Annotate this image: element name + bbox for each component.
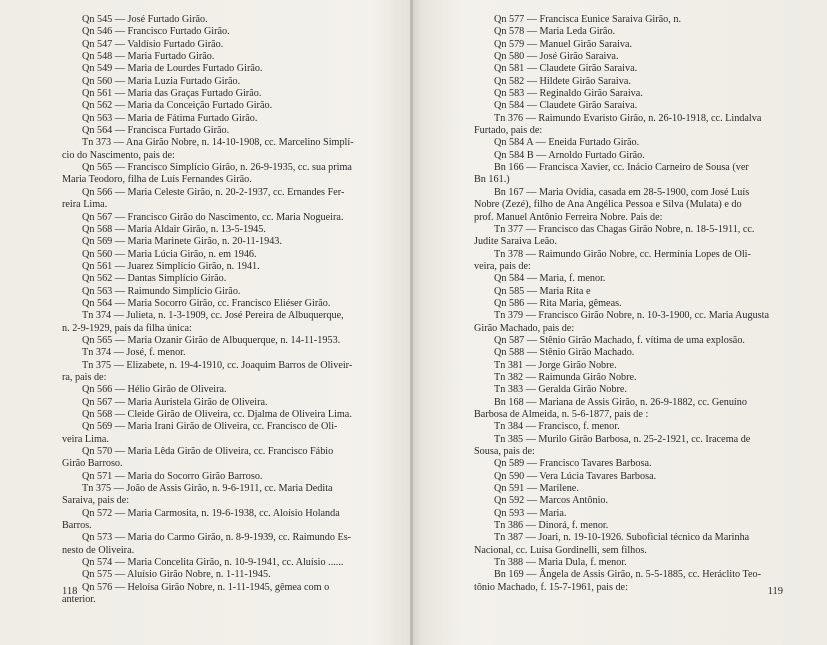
text-line: Qn 562 — Maria da Conceição Furtado Girão. bbox=[82, 100, 273, 112]
text-line: Qn 561 — Maria das Graças Furtado Girão. bbox=[82, 88, 262, 100]
text-line: Judite Saraiva Leão. bbox=[474, 236, 557, 248]
text-line: Tn 384 — Francisco, f. menor. bbox=[494, 421, 620, 433]
text-line: Tn 379 — Francisco Girão Nobre, n. 10-3-1900, cc. Maria Augusta bbox=[494, 310, 769, 322]
text-line: Qn 563 — Raimundo Simplício Girão. bbox=[82, 285, 241, 297]
text-line: tônio Machado, f. 15-7-1961, pais de: bbox=[474, 581, 628, 593]
text-line: Tn 374 — Julieta, n. 1-3-1909, cc. José Pereira de Albuquerque, bbox=[82, 310, 344, 322]
text-line: Qn 585 — Maria Rita e bbox=[494, 285, 591, 297]
text-line: Qn 586 — Rita Maria, gêmeas. bbox=[494, 297, 622, 309]
text-line: Tn 375 — João de Assis Girão, n. 9-6-1911, cc. Maria Dedita bbox=[82, 483, 333, 495]
text-line: Qn 584 — Claudete Girão Saraiva. bbox=[494, 100, 638, 112]
text-line: Qn 547 — Valdísio Furtado Girão. bbox=[82, 38, 224, 50]
text-line: Qn 589 — Francisco Tavares Barbosa. bbox=[494, 458, 652, 470]
text-line: Qn 591 — Marilene. bbox=[494, 483, 579, 495]
text-line: Qn 584 A — Eneida Furtado Girão. bbox=[494, 137, 640, 149]
text-line: Qn 588 — Stênio Girão Machado. bbox=[494, 347, 635, 359]
text-line: Qn 578 — Maria Leda Girão. bbox=[494, 26, 616, 38]
text-line: Qn 583 — Reginaldo Girão Saraiva. bbox=[494, 88, 643, 100]
text-line: Barbosa de Almeida, n. 5-6-1877, pais de : bbox=[474, 409, 649, 420]
text-line: Qn 548 — Maria Furtado Girão. bbox=[82, 51, 215, 63]
text-line: Tn 377 — Francisco das Chagas Girão Nobre, n. 18-5-1911, cc. bbox=[494, 223, 755, 235]
text-line: cio do Nascimento, pais de: bbox=[62, 149, 175, 161]
text-line: Qn 568 — Maria Aldair Girão, n. 13-5-1945. bbox=[82, 223, 266, 235]
text-line: Qn 570 — Maria Lêda Girão de Oliveira, cc. Francisco Fábio bbox=[82, 446, 334, 458]
text-line: Qn 573 — Maria do Carmo Girão, n. 8-9-1939, cc. Raimundo Es- bbox=[82, 532, 352, 544]
text-line: Sousa, pais de: bbox=[474, 446, 535, 458]
page-number-right: 119 bbox=[767, 586, 783, 597]
text-line: Tn 376 — Raimundo Evaristo Girão, n. 26-10-1918, cc. Lindalva bbox=[494, 112, 762, 124]
text-line: Bn 168 — Mariana de Assis Girão, n. 26-9-1882, cc. Genuíno bbox=[494, 396, 747, 408]
text-line: Qn 571 — Maria do Socorro Girão Barroso. bbox=[82, 470, 263, 482]
text-line: Bn 167 — Maria Ovídia, casada em 28-5-1900, com José Luís bbox=[494, 186, 750, 198]
text-line: Nobre (Zezé), filho de Ana Angélica Pessoa e Silva (Mulata) e do bbox=[474, 199, 742, 211]
text-line: anterior. bbox=[62, 594, 96, 606]
text-line: n. 2-9-1929, pais da filha única: bbox=[62, 322, 192, 334]
text-line: ra, pais de: bbox=[62, 371, 107, 383]
text-line: Qn 545 — José Furtado Girão. bbox=[82, 14, 208, 25]
text-line: Tn 385 — Murilo Girão Barbosa, n. 25-2-1921, cc. Iracema de bbox=[494, 433, 751, 445]
text-line: Qn 587 — Stênio Girão Machado, f. vítima de uma explosão. bbox=[494, 334, 745, 346]
text-line: Qn 569 — Maria Irani Girão de Oliveira, cc. Francisco de Oli- bbox=[82, 421, 338, 433]
text-line: Qn 592 — Marcos Antônio. bbox=[494, 495, 609, 507]
text-line: Tn 374 — José, f. menor. bbox=[82, 347, 186, 359]
text-line: Qn 568 — Cleide Girão de Oliveira, cc. Djalma de Oliveira Lima. bbox=[82, 409, 352, 420]
text-line: Qn 579 — Manuel Girão Saraiva. bbox=[494, 38, 633, 50]
text-line: Qn 577 — Francisca Eunice Saraiva Girão, n. bbox=[494, 14, 681, 25]
text-line: Tn 375 — Elizabete, n. 19-4-1910, cc. Joaquim Barros de Oliveir- bbox=[82, 359, 353, 371]
text-line: Qn 564 — Maria Socorro Girão, cc. Francisco Eliéser Girão. bbox=[82, 297, 331, 309]
right-page bbox=[414, 0, 827, 645]
text-line: Saraiva, pais de: bbox=[62, 495, 130, 507]
text-line: Qn 584 B — Arnoldo Furtado Girão. bbox=[494, 149, 645, 161]
left-page bbox=[0, 0, 413, 645]
text-line: Qn 566 — Hélio Girão de Oliveira. bbox=[82, 384, 227, 396]
text-line: veira, pais de: bbox=[474, 260, 531, 272]
text-line: Qn 564 — Francisca Furtado Girão. bbox=[82, 125, 230, 137]
text-line: veira Lima. bbox=[62, 433, 109, 445]
right-page-text bbox=[474, 14, 785, 594]
text-line: Qn 567 — Maria Auristela Girão de Oliveira. bbox=[82, 396, 268, 408]
text-line: Tn 386 — Dinorá, f. menor. bbox=[494, 520, 609, 532]
text-line: Qn 546 — Francisco Furtado Girão. bbox=[82, 26, 230, 38]
text-line: Qn 549 — Maria de Lourdes Furtado Girão. bbox=[82, 63, 263, 75]
text-line: Bn 169 — Ângela de Assis Girão, n. 5-5-1885, cc. Heráclito Teo- bbox=[494, 569, 762, 581]
text-line: Qn 572 — Maria Carmosita, n. 19-6-1938, cc. Aloísio Holanda bbox=[82, 507, 340, 519]
text-line: Qn 569 — Maria Marinete Girão, n. 20-11-1943. bbox=[82, 236, 282, 248]
text-line: Qn 580 — José Girão Saraiva. bbox=[494, 51, 619, 63]
left-page-text bbox=[62, 14, 375, 607]
text-line: Qn 566 — Maria Celeste Girão, n. 20-2-1937, cc. Ernandes Fer- bbox=[82, 186, 345, 198]
text-line: Qn 581 — Claudete Girão Saraiva. bbox=[494, 63, 638, 75]
text-line: Qn 563 — Maria de Fátima Furtado Girão. bbox=[82, 112, 258, 124]
text-line: reira Lima. bbox=[62, 199, 108, 211]
text-line: Tn 388 — Maria Dula, f. menor. bbox=[494, 557, 627, 569]
text-line: Tn 373 — Ana Girão Nobre, n. 14-10-1908, cc. Marcelino Simplí- bbox=[82, 137, 354, 149]
text-line: Qn 560 — Maria Luzia Furtado Girão. bbox=[82, 75, 241, 87]
text-line: Qn 584 — Maria, f. menor. bbox=[494, 273, 606, 285]
text-line: Maria Teodoro, filha de Luís Fernandes Girão. bbox=[62, 174, 252, 186]
text-line: Tn 378 — Raimundo Girão Nobre, cc. Hermínia Lopes de Oli- bbox=[494, 248, 751, 260]
text-line: prof. Manuel Antônio Ferreira Nobre. Pais de: bbox=[474, 211, 663, 223]
page-number-left: 118 bbox=[62, 586, 78, 597]
text-line: Tn 382 — Raimunda Girão Nobre. bbox=[494, 371, 637, 383]
text-line: Tn 383 — Geralda Girão Nobre. bbox=[494, 384, 627, 396]
text-line: Qn 567 — Francisco Girão do Nascimento, cc. Maria Nogueira. bbox=[82, 211, 344, 223]
text-line: Bn 161.) bbox=[474, 174, 510, 186]
text-line: Qn 560 — Maria Lúcia Girão, n. em 1946. bbox=[82, 248, 257, 260]
text-line: Girão Barroso. bbox=[62, 458, 123, 470]
text-line: Qn 576 — Heloísa Girão Nobre, n. 1-11-1945, gêmea com o bbox=[82, 581, 330, 593]
text-line: Bn 166 — Francisca Xavier, cc. Inácio Carneiro de Sousa (ver bbox=[494, 162, 749, 174]
text-line: Girão Machado, pais de: bbox=[474, 322, 575, 334]
text-line: Qn 565 — Maria Ozanir Girão de Albuquerque, n. 14-11-1953. bbox=[82, 334, 341, 346]
text-line: Furtado, pais de: bbox=[474, 125, 543, 137]
text-line: Qn 574 — Maria Concelita Girão, n. 10-9-1941, cc. Aluísio ...... bbox=[82, 557, 344, 569]
text-line: Tn 381 — Jorge Girão Nobre. bbox=[494, 359, 617, 371]
text-line: Qn 561 — Juarez Simplício Girão, n. 1941. bbox=[82, 260, 260, 272]
text-line: Barros. bbox=[62, 520, 92, 532]
text-line: Qn 562 — Dantas Simplício Girão. bbox=[82, 273, 227, 285]
text-line: Qn 590 — Vera Lúcia Tavares Barbosa. bbox=[494, 470, 657, 482]
text-line: Qn 565 — Francisco Simplício Girão, n. 26-9-1935, cc. sua prima bbox=[82, 162, 352, 174]
text-line: nesto de Oliveira. bbox=[62, 544, 135, 556]
text-line: Tn 387 — Joari, n. 19-10-1926. Suboficial técnico da Marinha bbox=[494, 532, 750, 544]
text-line: Qn 582 — Hildete Girão Saraiva. bbox=[494, 75, 631, 87]
text-line: Qn 575 — Aluísio Girão Nobre, n. 1-11-1945. bbox=[82, 569, 271, 581]
text-line: Nacional, cc. Luísa Gordinelli, sem filhos. bbox=[474, 544, 647, 556]
text-line: Qn 593 — Maria. bbox=[494, 507, 567, 519]
